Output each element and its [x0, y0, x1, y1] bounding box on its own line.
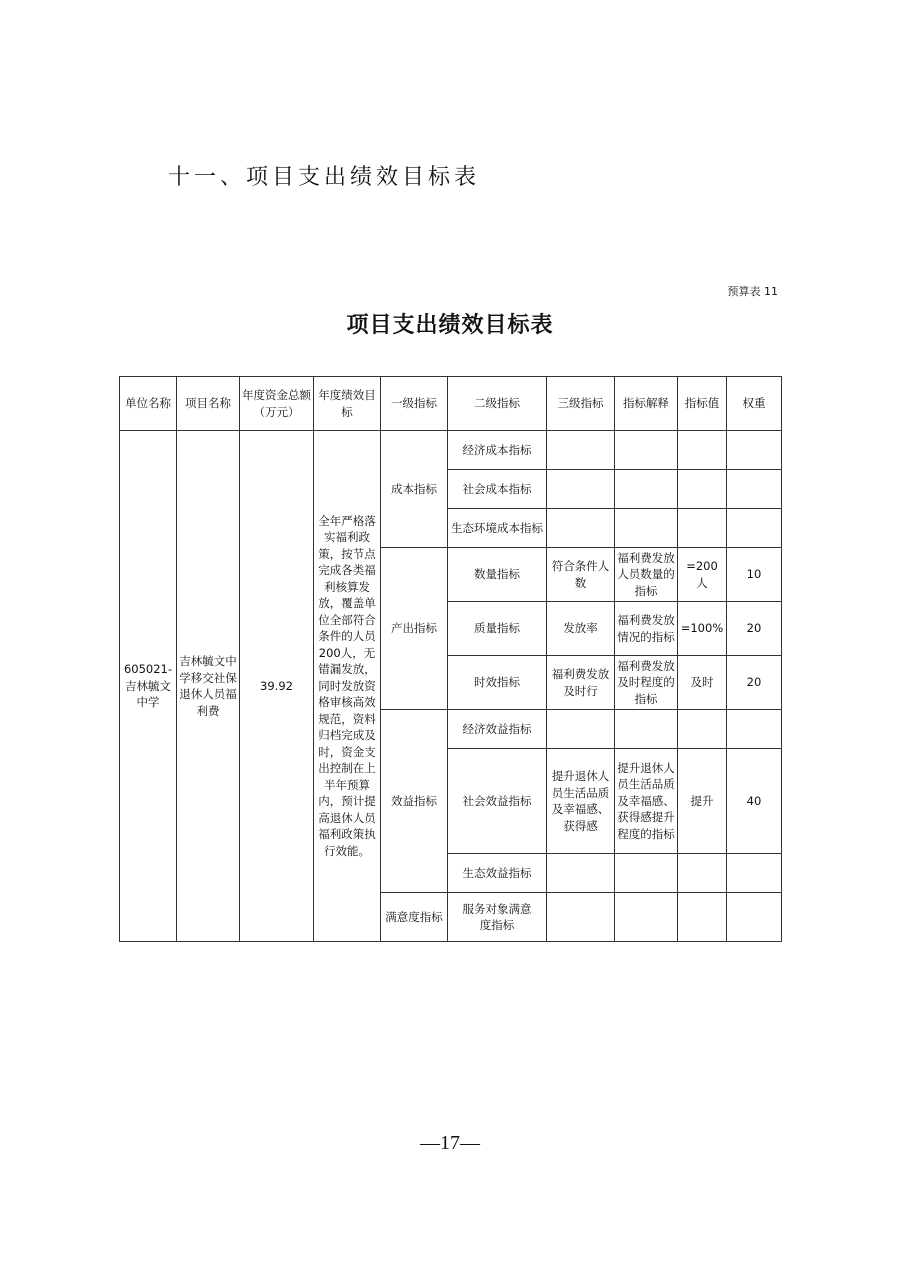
level3-cell: 符合条件人数 — [547, 548, 615, 602]
header-cell: 年度绩效目标 — [314, 377, 381, 431]
amount-cell: 39.92 — [240, 431, 314, 942]
level2-cell: 时效指标 — [448, 656, 547, 710]
header-cell: 指标值 — [678, 377, 727, 431]
section-title: 十一、项目支出绩效目标表 — [168, 165, 481, 190]
level1-benefit: 效益指标 — [381, 710, 448, 893]
weight-cell: 20 — [727, 656, 782, 710]
level2-cell: 社会成本指标 — [448, 470, 547, 509]
level3-cell — [547, 893, 615, 942]
description-cell: 福利费发放人员数量的指标 — [615, 548, 678, 602]
description-cell — [615, 854, 678, 893]
header-cell: 权重 — [727, 377, 782, 431]
description-cell: 提升退休人员生活品质及幸福感、获得感提升程度的指标 — [615, 749, 678, 854]
value-cell — [678, 710, 727, 749]
level1-satisfaction: 满意度指标 — [381, 893, 448, 942]
value-cell — [678, 470, 727, 509]
level3-cell — [547, 854, 615, 893]
value-cell: =100% — [678, 602, 727, 656]
project-name-cell: 吉林毓文中学移交社保退休人员福利费 — [177, 431, 240, 942]
weight-cell — [727, 854, 782, 893]
value-cell — [678, 431, 727, 470]
description-cell — [615, 893, 678, 942]
page-number: —17— — [420, 1132, 480, 1154]
level3-cell — [547, 509, 615, 548]
description-cell: 福利费发放情况的指标 — [615, 602, 678, 656]
performance-target-table — [119, 376, 782, 942]
weight-cell — [727, 509, 782, 548]
weight-cell — [727, 431, 782, 470]
table-row — [120, 431, 782, 470]
level2-cell: 生态环境成本指标 — [448, 509, 547, 548]
level2-cell: 经济效益指标 — [448, 710, 547, 749]
value-cell: 及时 — [678, 656, 727, 710]
weight-cell: 10 — [727, 548, 782, 602]
value-cell — [678, 509, 727, 548]
level3-cell — [547, 710, 615, 749]
description-cell — [615, 509, 678, 548]
level3-cell: 发放率 — [547, 602, 615, 656]
header-cell: 指标解释 — [615, 377, 678, 431]
level3-cell: 福利费发放及时行 — [547, 656, 615, 710]
description-cell — [615, 470, 678, 509]
description-cell — [615, 710, 678, 749]
value-cell: =200 人 — [678, 548, 727, 602]
header-row — [120, 377, 782, 431]
level1-cost: 成本指标 — [381, 431, 448, 548]
level2-cell: 质量指标 — [448, 602, 547, 656]
level3-cell — [547, 470, 615, 509]
level2-cell: 经济成本指标 — [448, 431, 547, 470]
header-cell: 年度资金总额（万元） — [240, 377, 314, 431]
level1-output: 产出指标 — [381, 548, 448, 710]
value-cell: 提升 — [678, 749, 727, 854]
form-number: 预算表 11 — [727, 285, 778, 298]
document-title: 项目支出绩效目标表 — [346, 313, 554, 338]
value-cell — [678, 854, 727, 893]
header-cell: 三级指标 — [547, 377, 615, 431]
weight-cell: 20 — [727, 602, 782, 656]
level3-cell — [547, 431, 615, 470]
header-cell: 一级指标 — [381, 377, 448, 431]
header-cell: 项目名称 — [177, 377, 240, 431]
header-cell: 单位名称 — [120, 377, 177, 431]
header-cell: 二级指标 — [448, 377, 547, 431]
weight-cell — [727, 710, 782, 749]
value-cell — [678, 893, 727, 942]
goal-cell: 全年严格落实福利政策，按节点完成各类福利核算发放，覆盖单位全部符合条件的人员200人，无错漏发放，同时发放资格审核高效规范，资料归档完成及时，资金支出控制在上半年预算内，预计提高退休人员福利政策执行效能。 — [314, 431, 381, 942]
description-cell: 福利费发放及时程度的指标 — [615, 656, 678, 710]
level2-cell: 社会效益指标 — [448, 749, 547, 854]
description-cell — [615, 431, 678, 470]
unit-name-cell: 605021-吉林毓文中学 — [120, 431, 177, 942]
level2-cell: 生态效益指标 — [448, 854, 547, 893]
weight-cell — [727, 470, 782, 509]
level3-cell: 提升退休人员生活品质及幸福感、获得感 — [547, 749, 615, 854]
level2-cell: 服务对象满意度指标 — [448, 893, 547, 942]
weight-cell: 40 — [727, 749, 782, 854]
weight-cell — [727, 893, 782, 942]
level2-cell: 数量指标 — [448, 548, 547, 602]
